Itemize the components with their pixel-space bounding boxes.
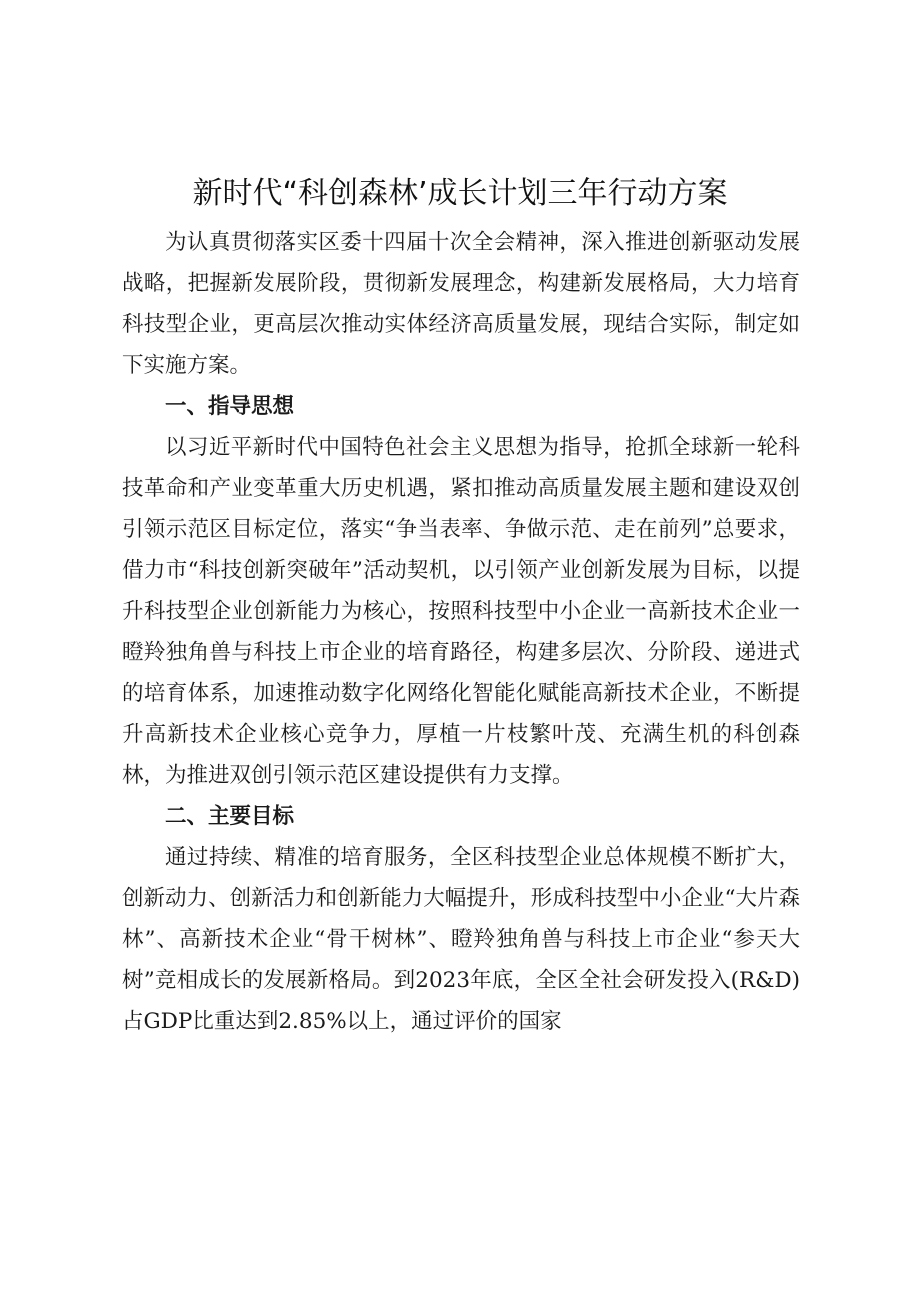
- document-body: [122, 222, 800, 1042]
- section-heading-main-goals: 二、主要目标: [165, 804, 295, 829]
- section-paragraph-main-goals: 通过持续、精准的培育服务，全区科技型企业总体规模不断扩大，创新动力、创新活力和创新能力大幅提升，形成科技型中小企业“大片森林”、高新技术企业“骨干树林”、瞪羚独角兽与科技上市企业“参天大树”竞相成长的发展新格局。到2023年底，全区全社会研发投入(R&D)占GDP比重达到2.85%以上，通过评价的国家: [122, 845, 800, 1034]
- section-heading-guiding-ideology: 一、指导思想: [165, 394, 295, 419]
- document-title: 新时代“科创森林’成长计划三年行动方案: [192, 176, 728, 211]
- section-paragraph-guiding-ideology: 以习近平新时代中国特色社会主义思想为指导，抢抓全球新一轮科技革命和产业变革重大历史机遇，紧扣推动高质量发展主题和建设双创引领示范区目标定位，落实“争当表率、争做示范、走在前列”总要求，借力市“科技创新突破年”活动契机，以引领产业创新发展为目标，以提升科技型企业创新能力为核心，按照科技型中小企业一高新技术企业一瞪羚独角兽与科技上市企业的培育路径，构建多层次、分阶段、递进式的培育体系，加速推动数字化网络化智能化赋能高新技术企业，不断提升高新技术企业核心竞争力，厚植一片枝繁叶茂、充满生机的科创森林，为推进双创引领示范区建设提供有力支撑。: [122, 435, 800, 788]
- intro-paragraph: 为认真贯彻落实区委十四届十次全会精神，深入推进创新驱动发展战略，把握新发展阶段，贯彻新发展理念，构建新发展格局，大力培育科技型企业，更高层次推动实体经济高质量发展，现结合实际，制定如下实施方案。: [122, 230, 800, 378]
